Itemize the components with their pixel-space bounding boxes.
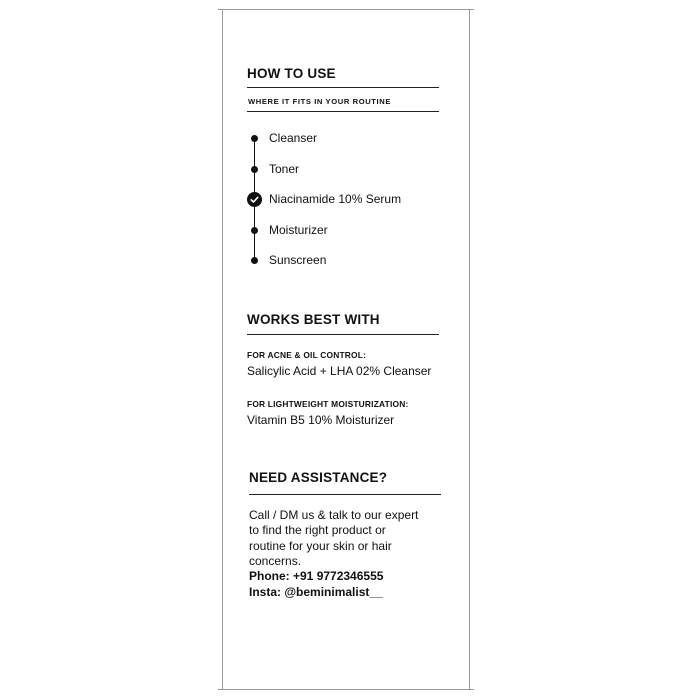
routine-step-toner: [246, 159, 446, 179]
crop-mark-bottom-right: [470, 689, 474, 690]
combo-product-moisturization: Vitamin B5 10% Moisturizer: [247, 413, 395, 427]
step-dot-icon: [251, 135, 258, 142]
crop-mark-top-right: [470, 9, 474, 10]
routine-step-moisturizer: [246, 220, 446, 240]
assistance-line-2: to find the right product or: [249, 523, 386, 537]
checkmark-icon: [247, 192, 262, 207]
step-dot-icon: [251, 166, 258, 173]
step-label: Toner: [269, 162, 300, 176]
combo-product-acne: Salicylic Acid + LHA 02% Cleanser: [247, 364, 432, 378]
step-dot-icon: [251, 257, 258, 264]
how-to-use-heading: HOW TO USE: [247, 66, 336, 81]
how-to-use-rule: [247, 87, 439, 88]
checkmark-glyph: [247, 192, 262, 207]
step-dot-icon: [251, 227, 258, 234]
routine-subtitle: WHERE IT FITS IN YOUR ROUTINE: [248, 97, 391, 106]
combo-heading-moisturization: FOR LIGHTWEIGHT MOISTURIZATION:: [247, 399, 409, 409]
assistance-line-3: routine for your skin or hair: [249, 539, 392, 553]
routine-step-sunscreen: [246, 250, 446, 270]
assistance-line-1: Call / DM us & talk to our expert: [249, 508, 419, 522]
assistance-heading: NEED ASSISTANCE?: [249, 470, 388, 485]
works-best-with-heading: WORKS BEST WITH: [247, 312, 380, 327]
routine-step-cleanser: [246, 128, 446, 148]
step-label: Sunscreen: [269, 253, 327, 267]
crop-mark-top-left: [218, 9, 222, 10]
combo-heading-acne: FOR ACNE & OIL CONTROL:: [247, 350, 367, 360]
assistance-phone: Phone: +91 9772346555: [249, 569, 384, 583]
step-label: Moisturizer: [269, 223, 328, 237]
crop-mark-bottom-left: [218, 689, 222, 690]
assistance-line-4: concerns.: [249, 554, 302, 568]
works-best-with-rule: [247, 334, 439, 335]
step-label: Niacinamide 10% Serum: [269, 192, 402, 206]
routine-subtitle-rule: [247, 111, 439, 112]
routine-steps: [246, 126, 446, 276]
step-label: Cleanser: [269, 131, 318, 145]
assistance-rule: [249, 494, 441, 495]
routine-step-serum: [246, 189, 446, 209]
assistance-insta: Insta: @beminimalist__: [249, 585, 383, 599]
